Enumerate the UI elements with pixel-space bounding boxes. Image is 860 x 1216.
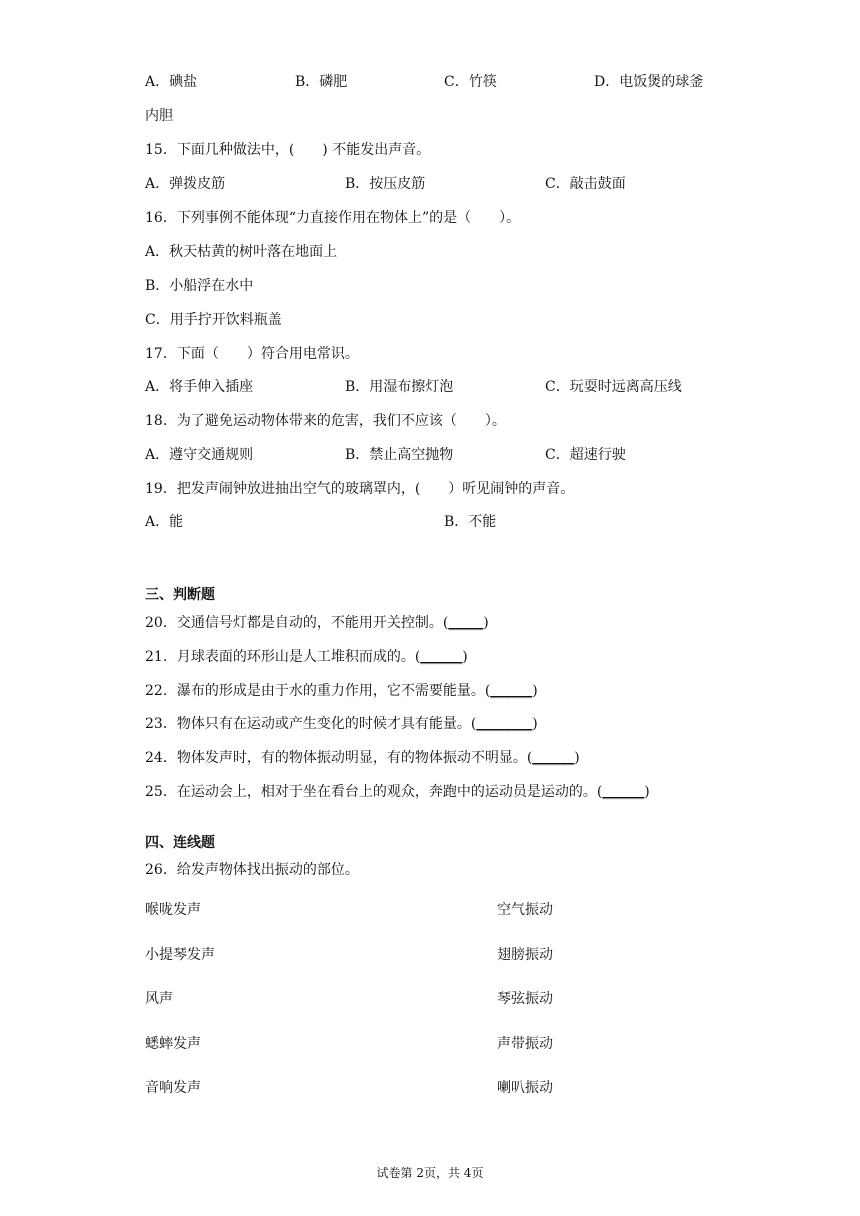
q14-option-a: A．碘盐	[145, 74, 198, 90]
q15-option-c: C．敲击鼓面	[545, 176, 626, 192]
judge-item-23: 23．物体只有在运动或产生变化的时候才具有能量。(________)	[145, 716, 538, 732]
q16-option-a: A．秋天枯黄的树叶落在地面上	[145, 244, 338, 260]
answer-blank: ______	[420, 649, 463, 665]
q14-option-d: D．电饭煲的球釜	[594, 74, 704, 90]
answer-blank: ________	[476, 716, 533, 732]
q15-option-a: A．弹拨皮筋	[145, 176, 226, 192]
match-left-item: 音响发声	[145, 1080, 201, 1096]
match-left-item: 喉咙发声	[145, 902, 201, 918]
match-right-item: 琴弦振动	[497, 991, 553, 1007]
match-right-item: 翅膀振动	[497, 947, 553, 963]
q14-option-b: B．磷肥	[295, 74, 348, 90]
q17-option-a: A．将手伸入插座	[145, 379, 254, 395]
answer-blank: _____	[448, 615, 484, 631]
judge-item-21: 21．月球表面的环形山是人工堆积而成的。(______)	[145, 649, 468, 665]
q18-option-c: C．超速行驶	[545, 447, 626, 463]
match-left-item: 风声	[145, 991, 173, 1007]
q16-option-b: B．小船浮在水中	[145, 278, 254, 294]
q26-stem: 26．给发声物体找出振动的部位。	[145, 862, 359, 878]
q18-option-b: B．禁止高空抛物	[345, 447, 454, 463]
judge-item-22: 22．瀑布的形成是由于水的重力作用，它不需要能量。(______)	[145, 683, 538, 699]
answer-blank: ______	[490, 683, 533, 699]
answer-blank: ______	[532, 750, 575, 766]
judge-item-25: 25．在运动会上，相对于坐在看台上的观众，奔跑中的运动员是运动的。(______)	[145, 784, 650, 800]
match-right-item: 空气振动	[497, 902, 553, 918]
q17-option-b: B．用湿布擦灯泡	[345, 379, 454, 395]
answer-blank: ______	[602, 784, 645, 800]
judge-item-20: 20．交通信号灯都是自动的，不能用开关控制。(_____)	[145, 615, 489, 631]
q15-stem: 15．下面几种做法中，( ) 不能发出声音。	[145, 142, 431, 158]
q16-option-c: C．用手拧开饮料瓶盖	[145, 312, 282, 328]
q17-option-c: C．玩耍时远离高压线	[545, 379, 682, 395]
q18-stem: 18．为了避免运动物体带来的危害，我们不应该（ ）。	[145, 413, 506, 429]
match-right-item: 喇叭振动	[497, 1080, 553, 1096]
section3-title: 三、判断题	[145, 587, 215, 603]
match-left-item: 小提琴发声	[145, 947, 215, 963]
q19-option-b: B．不能	[444, 514, 497, 530]
section4-title: 四、连线题	[145, 835, 215, 851]
q14-option-d-continuation: 内胆	[145, 108, 173, 124]
q19-stem: 19．把发声闹钟放进抽出空气的玻璃罩内，( ）听见闹钟的声音。	[145, 481, 575, 497]
q18-option-a: A．遵守交通规则	[145, 447, 254, 463]
match-right-item: 声带振动	[497, 1036, 553, 1052]
q16-stem: 16．下列事例不能体现“力直接作用在物体上”的是（ ）。	[145, 210, 521, 226]
match-left-item: 蟋蟀发声	[145, 1036, 201, 1052]
judge-item-24: 24．物体发声时，有的物体振动明显，有的物体振动不明显。(______)	[145, 750, 580, 766]
q14-option-c: C．竹筷	[444, 74, 497, 90]
q19-option-a: A．能	[145, 514, 184, 530]
q15-option-b: B．按压皮筋	[345, 176, 426, 192]
q17-stem: 17．下面（ ）符合用电常识。	[145, 346, 359, 362]
page-footer: 试卷第 2页，共 4页	[376, 1166, 484, 1180]
